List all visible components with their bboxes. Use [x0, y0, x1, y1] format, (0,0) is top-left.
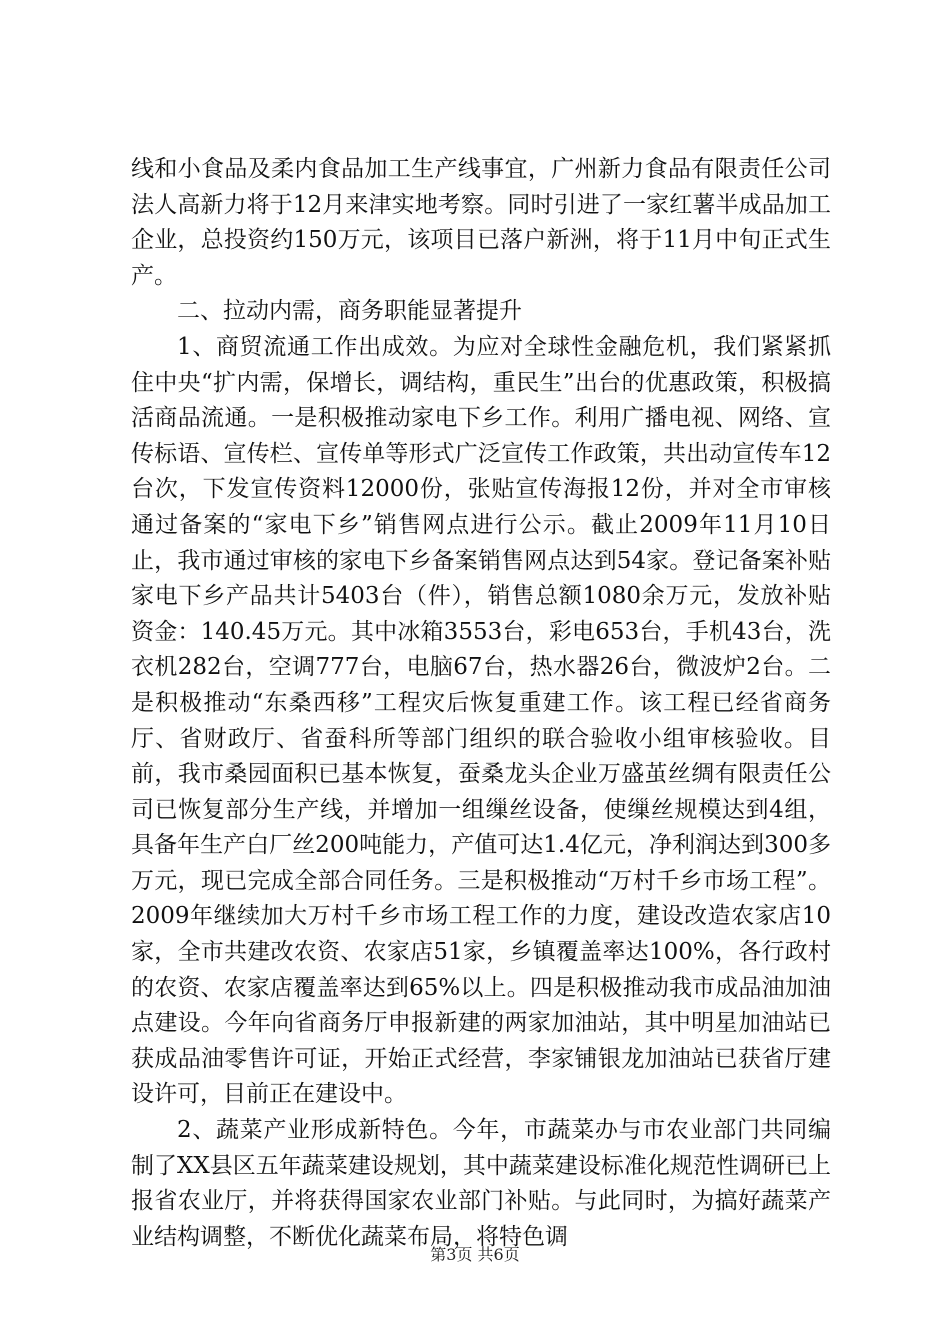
paragraph-commerce: 1、商贸流通工作出成效。为应对全球性金融危机，我们紧紧抓住中央“扩内需，保增长，调结构，重民生”出台的优惠政策，积极搞活商品流通。一是积极推动家电下乡工作。利用广播电视、网络、宣传标语、宣传栏、宣传单等形式广泛宣传工作政策，共出动宣传车12台次，下发宣传资料12000份，张贴宣传海报12份，并对全市审核通过备案的“家电下乡”销售网点进行公示。截止2009年11月10日止，我市通过审核的家电下乡备案销售网点达到54家。登记备案补贴家电下乡产品共计5403台（件），销售总额1080余万元，发放补贴资金：140.45万元。其中冰箱3553台，彩电653台，手机43台，洗衣机282台，空调777台，电脑67台，热水器26台，微波炉2台。二是积极推动“东桑西移”工程灾后恢复重建工作。该工程已经省商务厅、省财政厅、省蚕科所等部门组织的联合验收小组审核验收。目前，我市桑园面积已基本恢复，蚕桑龙头企业万盛茧丝绸有限责任公司已恢复部分生产线，并增加一组缫丝设备，使缫丝规模达到4组，具备年生产白厂丝200吨能力，产值可达1.4亿元，净利润达到300多万元，现已完成全部合同任务。三是积极推动“万村千乡市场工程”。2009年继续加大万村千乡市场工程工作的力度，建设改造农家店10家，全市共建改农资、农家店51家，乡镇覆盖率达100%，各行政村的农资、农家店覆盖率达到65%以上。四是积极推动我市成品油加油点建设。今年向省商务厅申报新建的两家加油站，其中明星加油站已获成品油零售许可证，开始正式经营，李家铺银龙加油站已获省厅建设许可，目前正在建设中。	[131, 333, 831, 1108]
page-footer: 第3页 共6页	[430, 1245, 520, 1264]
section-heading: 二、拉动内需，商务职能显著提升	[177, 298, 522, 325]
paragraph-vegetables: 2、蔬菜产业形成新特色。今年，市蔬菜办与市农业部门共同编制了XX县区五年蔬菜建设规划，其中蔬菜建设标准化规范性调研已上报省农业厅，并将获得国家农业部门补贴。与此同时，为搞好蔬菜产业结构调整，不断优化蔬菜布局，将特色调	[131, 1117, 831, 1250]
document-body	[131, 152, 831, 1255]
paragraph-continuation: 线和小食品及柔内食品加工生产线事宜，广州新力食品有限责任公司法人高新力将于12月来津实地考察。同时引进了一家红薯半成品加工企业，总投资约150万元，该项目已落户新洲，将于11月中旬正式生产。	[131, 156, 831, 289]
